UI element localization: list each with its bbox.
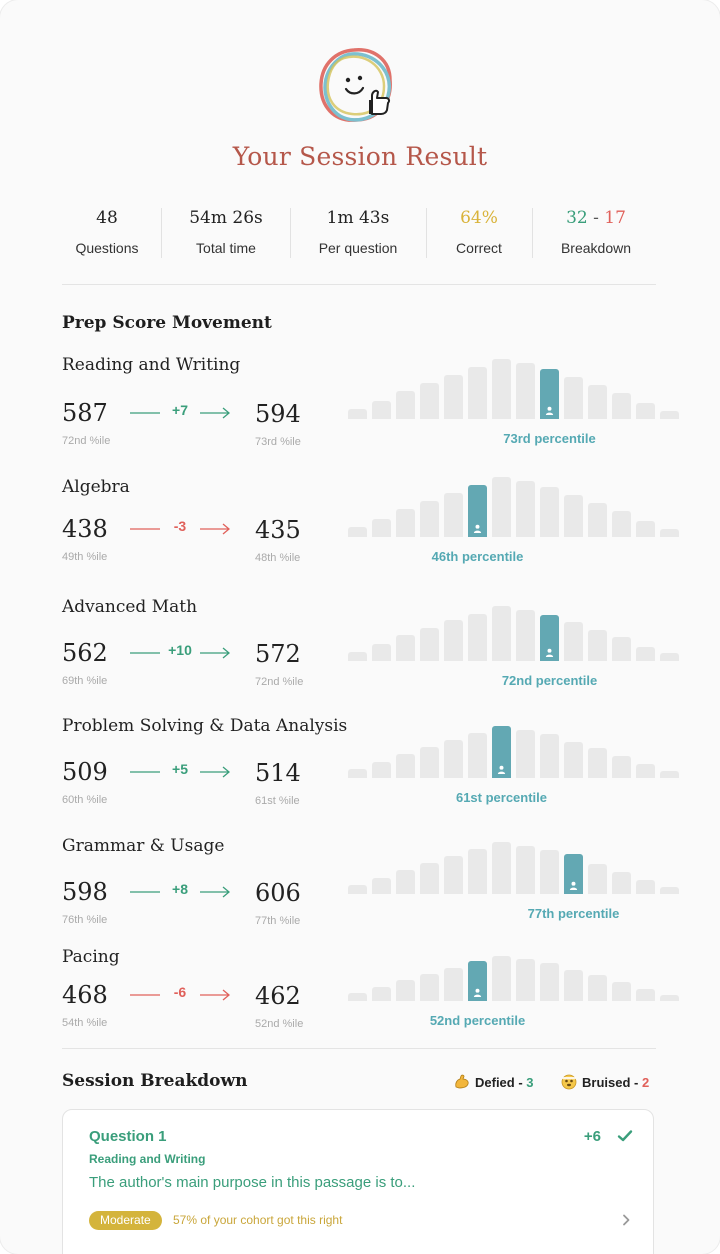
divider (161, 208, 162, 258)
metric-name: Advanced Math (62, 597, 198, 617)
distribution-bar (540, 850, 559, 894)
percentile-distribution (348, 359, 654, 419)
distribution-bar (516, 610, 535, 661)
section-title-session-breakdown: Session Breakdown (62, 1071, 248, 1091)
distribution-bar (564, 970, 583, 1001)
score-before: 468 (62, 981, 108, 1009)
score-delta: +8 (172, 881, 188, 897)
distribution-bar (588, 630, 607, 661)
distribution-bar (420, 628, 439, 661)
distribution-bar (564, 495, 583, 537)
distribution-bar (396, 391, 415, 419)
distribution-bar-highlight (468, 485, 487, 537)
percentile-after: 73rd %ile (255, 436, 301, 448)
score-delta: +7 (172, 402, 188, 418)
percentile-after: 52nd %ile (255, 1018, 304, 1030)
distribution-bar (588, 385, 607, 419)
breakdown-separator: - (587, 208, 605, 228)
flexed-biceps-icon (454, 1074, 470, 1089)
distribution-bar (516, 363, 535, 419)
score-after: 462 (255, 982, 301, 1010)
score-before: 509 (62, 758, 108, 786)
stat-label: Correct (456, 240, 502, 256)
percentile-before: 49th %ile (62, 551, 108, 563)
legend-bruised-count: 2 (641, 1075, 650, 1090)
check-icon (617, 1128, 633, 1144)
legend-defied (454, 1074, 534, 1090)
distribution-bar (444, 620, 463, 661)
distribution-bar (612, 982, 631, 1001)
percentile-distribution (348, 956, 654, 1001)
distribution-bar (660, 411, 679, 419)
distribution-bar (420, 747, 439, 778)
person-icon (545, 648, 554, 657)
distribution-bar (348, 652, 367, 661)
distribution-bar (612, 872, 631, 894)
percentile-distribution (348, 842, 654, 894)
distribution-bar (492, 606, 511, 661)
score-before: 562 (62, 639, 108, 667)
percentile-before: 72nd %ile (62, 435, 111, 447)
divider (62, 1048, 656, 1049)
cohort-stat: 57% of your cohort got this right (173, 1213, 343, 1227)
distribution-bar (492, 477, 511, 537)
stat-questions (56, 206, 158, 260)
percentile-distribution (348, 606, 654, 661)
legend-defied-count: 3 (526, 1075, 534, 1090)
percentile-after: 72nd %ile (255, 676, 304, 688)
difficulty-badge: Moderate (89, 1211, 162, 1230)
percentile-before: 69th %ile (62, 675, 108, 687)
distribution-bar-highlight (540, 369, 559, 419)
stat-value (535, 206, 657, 230)
distribution-bar (636, 764, 655, 778)
distribution-bar (468, 733, 487, 778)
distribution-bar (660, 887, 679, 894)
stat-label: Per question (318, 240, 398, 256)
distribution-bar-highlight (492, 726, 511, 778)
question-text: The author's main purpose in this passage is to... (89, 1174, 416, 1191)
distribution-bar (516, 846, 535, 894)
distribution-bar (372, 987, 391, 1001)
score-before: 438 (62, 515, 108, 543)
percentile-label: 72nd percentile (501, 673, 598, 688)
distribution-bar (516, 730, 535, 778)
metric-name: Grammar & Usage (62, 836, 225, 856)
question-subject: Reading and Writing (89, 1152, 206, 1166)
distribution-bar (636, 403, 655, 419)
metric-name: Pacing (62, 947, 120, 967)
stat-value: 54m 26s (189, 208, 263, 228)
person-icon (545, 406, 554, 415)
distribution-bar (636, 647, 655, 661)
distribution-bar (444, 740, 463, 778)
distribution-bar (516, 959, 535, 1001)
distribution-bar (612, 637, 631, 661)
distribution-bar (444, 856, 463, 894)
dizzy-face-icon (561, 1074, 577, 1090)
distribution-bar (372, 762, 391, 778)
distribution-bar (516, 481, 535, 537)
distribution-bar (588, 864, 607, 894)
percentile-label: 52nd percentile (429, 1013, 526, 1028)
score-delta: +10 (168, 642, 192, 658)
stat-value: 48 (96, 208, 118, 228)
distribution-bar (396, 754, 415, 778)
percentile-label: 73rd percentile (503, 431, 596, 446)
score-before: 587 (62, 399, 108, 427)
distribution-bar (420, 383, 439, 419)
distribution-bar (420, 974, 439, 1001)
page-title: Your Session Result (232, 142, 488, 171)
distribution-bar (492, 956, 511, 1001)
section-title-prep-score: Prep Score Movement (62, 313, 272, 333)
distribution-bar (396, 509, 415, 537)
distribution-bar (420, 863, 439, 894)
distribution-bar (420, 501, 439, 537)
stat-label: Questions (75, 240, 139, 256)
question-score-delta: +6 (583, 1128, 601, 1145)
distribution-bar (660, 653, 679, 661)
distribution-bar (468, 849, 487, 894)
person-icon (497, 765, 506, 774)
divider (62, 284, 656, 285)
percentile-before: 76th %ile (62, 914, 108, 926)
divider (290, 208, 291, 258)
legend-bruised-label: Bruised - (582, 1075, 642, 1090)
percentile-distribution (348, 477, 654, 537)
distribution-bar (564, 377, 583, 419)
distribution-bar (396, 870, 415, 894)
distribution-bar (444, 493, 463, 537)
score-after: 435 (255, 516, 301, 544)
metric-name: Reading and Writing (62, 355, 241, 375)
breakdown-wrong: 17 (604, 208, 626, 228)
distribution-bar (372, 401, 391, 419)
distribution-bar (660, 771, 679, 778)
stat-total-time (164, 206, 288, 260)
metric-name: Algebra (62, 477, 130, 497)
question-card[interactable] (62, 1109, 654, 1254)
chevron-right-icon[interactable] (621, 1214, 631, 1226)
distribution-bar (468, 367, 487, 419)
percentile-label: 61st percentile (455, 790, 548, 805)
percentile-distribution (348, 726, 654, 778)
percentile-after: 48th %ile (255, 552, 301, 564)
percentile-after: 61st %ile (255, 795, 300, 807)
distribution-bar-highlight (564, 854, 583, 894)
distribution-bar (396, 635, 415, 661)
smiley-thumbs-up-logo (314, 44, 398, 128)
percentile-before: 60th %ile (62, 794, 108, 806)
score-after: 594 (255, 400, 301, 428)
distribution-bar (588, 748, 607, 778)
distribution-bar (348, 527, 367, 537)
stat-correct (429, 206, 529, 260)
score-before: 598 (62, 878, 108, 906)
stat-per-question (293, 206, 423, 260)
distribution-bar (540, 734, 559, 778)
distribution-bar (348, 885, 367, 894)
distribution-bar (636, 521, 655, 537)
score-after: 606 (255, 879, 301, 907)
distribution-bar (372, 519, 391, 537)
distribution-bar-highlight (468, 961, 487, 1001)
question-title: Question 1 (89, 1128, 167, 1145)
distribution-bar (612, 393, 631, 419)
distribution-bar (492, 359, 511, 419)
stat-value: 1m 43s (326, 208, 390, 228)
score-after: 514 (255, 759, 301, 787)
distribution-bar (660, 995, 679, 1001)
session-stats (56, 206, 656, 260)
percentile-label: 77th percentile (527, 906, 620, 921)
distribution-bar (564, 742, 583, 778)
score-after: 572 (255, 640, 301, 668)
distribution-bar (636, 880, 655, 894)
divider (426, 208, 427, 258)
distribution-bar (612, 756, 631, 778)
distribution-bar (444, 968, 463, 1001)
legend-defied-label: Defied - (475, 1075, 527, 1090)
person-icon (473, 524, 482, 533)
percentile-after: 77th %ile (255, 915, 301, 927)
breakdown-correct: 32 (566, 208, 588, 228)
legend-bruised (561, 1074, 649, 1090)
distribution-bar (468, 614, 487, 661)
percentile-before: 54th %ile (62, 1017, 108, 1029)
score-delta: -6 (173, 984, 187, 1000)
distribution-bar (348, 993, 367, 1001)
distribution-bar-highlight (540, 615, 559, 661)
distribution-bar (348, 769, 367, 778)
distribution-bar (372, 878, 391, 894)
distribution-bar (348, 409, 367, 419)
stat-breakdown (535, 206, 657, 260)
distribution-bar (540, 487, 559, 537)
distribution-bar (372, 644, 391, 661)
distribution-bar (636, 989, 655, 1001)
stat-value: 64% (460, 208, 498, 228)
distribution-bar (492, 842, 511, 894)
distribution-bar (564, 622, 583, 661)
person-icon (569, 881, 578, 890)
score-delta: -3 (173, 518, 187, 534)
score-delta: +5 (172, 761, 188, 777)
divider (532, 208, 533, 258)
distribution-bar (396, 980, 415, 1001)
distribution-bar (660, 529, 679, 537)
distribution-bar (444, 375, 463, 419)
distribution-bar (540, 963, 559, 1001)
distribution-bar (588, 975, 607, 1001)
person-icon (473, 988, 482, 997)
stat-label: Breakdown (560, 240, 632, 256)
distribution-bar (612, 511, 631, 537)
metric-name: Problem Solving & Data Analysis (62, 716, 348, 736)
percentile-label: 46th percentile (431, 549, 524, 564)
distribution-bar (588, 503, 607, 537)
stat-label: Total time (196, 240, 256, 256)
